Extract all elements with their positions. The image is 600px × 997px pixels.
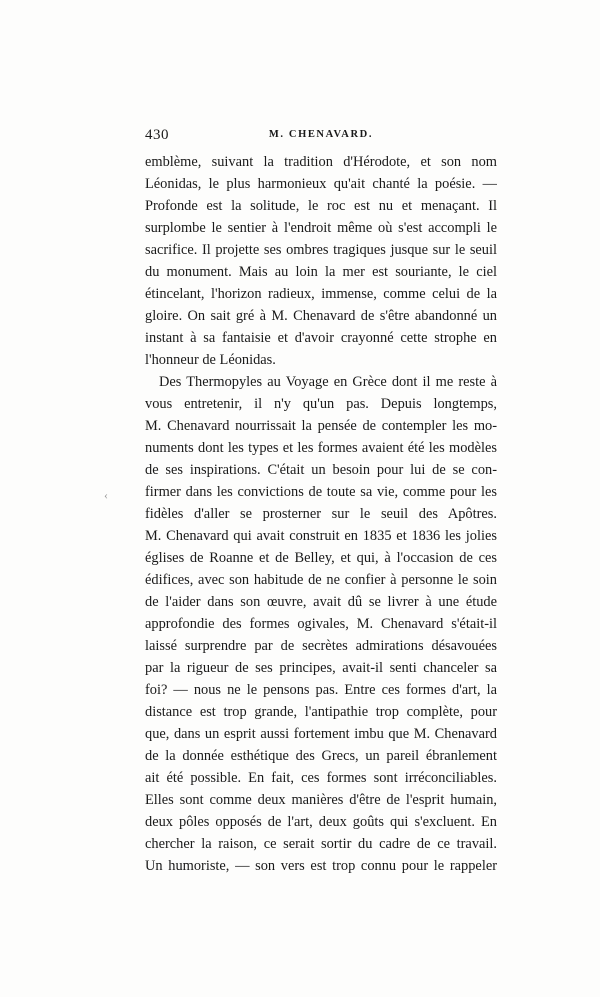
text-line: distance est trop grande, l'antipathie trop complète, pour (145, 704, 497, 720)
body-text (145, 151, 497, 877)
text-line: églises de Roanne et de Belley, et qui, à l'occasion de ces (145, 550, 497, 566)
text-line: emblème, suivant la tradition d'Hérodote, et son nom (145, 154, 497, 170)
text-line: de la donnée esthétique des Grecs, un pareil ébranlement (145, 748, 497, 764)
text-line: Un humoriste, — son vers est trop connu pour le rappeler (145, 858, 497, 874)
text-line: numents dont les types et les formes avaient été les modèles (145, 440, 497, 456)
text-line: instant à sa fantaisie et d'avoir crayonné cette strophe en (145, 330, 497, 346)
text-line: de ses inspirations. C'était un besoin pour lui de se con- (145, 462, 497, 478)
text-line: M. Chenavard qui avait construit en 1835 et 1836 les jolies (145, 528, 497, 544)
text-line: foi? — nous ne le pensons pas. Entre ces formes d'art, la (145, 682, 497, 698)
text-line: M. Chenavard nourrissait la pensée de contempler les mo- (145, 418, 497, 434)
text-line: Léonidas, le plus harmonieux qu'ait chanté la poésie. — (145, 176, 497, 192)
text-line: étincelant, l'horizon radieux, immense, comme celui de la (145, 286, 497, 302)
text-line: fidèles d'aller se prosterner sur le seuil des Apôtres. (145, 506, 497, 522)
text-line: chercher la raison, ce serait sortir du cadre de ce travail. (145, 836, 497, 852)
text-line: que, dans un esprit aussi fortement imbu que M. Chenavard (145, 726, 497, 742)
text-line: l'honneur de Léonidas. (145, 352, 276, 368)
text-line: ait été possible. En fait, ces formes sont irréconciliables. (145, 770, 497, 786)
page-number: 430 (145, 127, 169, 143)
text-line: gloire. On sait gré à M. Chenavard de s'être abandonné un (145, 308, 497, 324)
text-line: vous entretenir, il n'y qu'un pas. Depuis longtemps, (145, 396, 497, 412)
text-line: deux pôles opposés de l'art, deux goûts qui s'excluent. En (145, 814, 497, 830)
text-line: laissé surprendre par de secrètes admirations désavouées (145, 638, 497, 654)
running-head (145, 127, 497, 147)
text-line: du monument. Mais au loin la mer est souriante, le ciel (145, 264, 497, 280)
text-line: édifices, avec son habitude de ne confier à personne le soin (145, 572, 497, 588)
margin-mark: ‹ (104, 488, 108, 502)
text-line: surplombe le sentier à l'endroit même où s'est accompli le (145, 220, 497, 236)
text-line: Elles sont comme deux manières d'être de l'esprit humain, (145, 792, 497, 808)
running-title: M. CHENAVARD. (268, 129, 374, 140)
text-line: par la rigueur de ses principes, avait-il senti chanceler sa (145, 660, 497, 676)
text-line: sacrifice. Il projette ses ombres tragiques jusque sur le seuil (145, 242, 497, 258)
text-line: firmer dans les convictions de toute sa vie, comme pour les (145, 484, 497, 500)
paragraph-2 (145, 371, 497, 877)
paragraph-1 (145, 151, 497, 371)
text-line: approfondie des formes ogivales, M. Chenavard s'était-il (145, 616, 497, 632)
text-line: de l'aider dans son œuvre, avait dû se livrer à une étude (145, 594, 497, 610)
text-line: Des Thermopyles au Voyage en Grèce dont il me reste à (159, 374, 497, 390)
text-line: Profonde est la solitude, le roc est nu et menaçant. Il (145, 198, 497, 214)
